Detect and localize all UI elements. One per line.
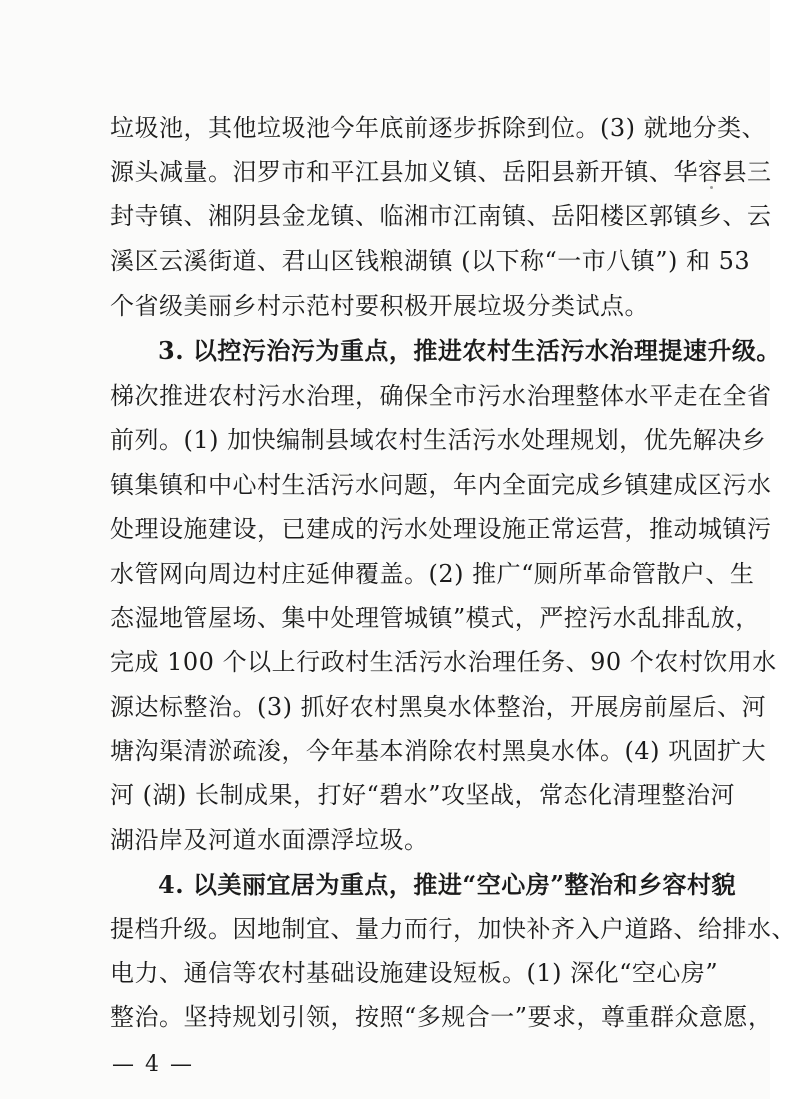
text-line: 溪区云溪街道、君山区钱粮湖镇 (以下称“一市八镇”) 和 53: [110, 247, 751, 275]
text-line: 镇集镇和中心村生活污水问题，年内全面完成乡镇建成区污水: [110, 471, 772, 499]
text-line: 处理设施建设，已建成的污水处理设施正常运营，推动城镇污: [110, 515, 772, 543]
section-heading: 3. 以控污治污为重点，推进农村生活污水治理提速升级。: [158, 336, 781, 365]
text-line: 个省级美丽乡村示范村要积极开展垃圾分类试点。: [110, 292, 649, 320]
page-number: — 4 —: [112, 1052, 194, 1077]
text-line: 前列。(1) 加快编制县域农村生活污水处理规划，优先解决乡: [110, 426, 767, 454]
text-line: 提档升级。因地制宜、量力而行，加快补齐入户道路、给排水、: [110, 915, 796, 943]
section-heading: 4. 以美丽宜居为重点，推进“空心房”整治和乡容村貌: [158, 870, 737, 899]
text-line: 水管网向周边村庄延伸覆盖。(2) 推广“厕所革命管散户、生: [110, 560, 755, 588]
text-line: 梯次推进农村污水治理，确保全市污水治理整体水平走在全省: [110, 382, 772, 410]
text-line: 态湿地管屋场、集中处理管城镇”模式，严控污水乱排乱放，: [110, 604, 760, 632]
text-line: 河 (湖) 长制成果，打好“碧水”攻坚战，常态化清理整治河: [110, 781, 736, 809]
text-line: 封寺镇、湘阴县金龙镇、临湘市江南镇、岳阳楼区郭镇乡、云: [110, 202, 772, 230]
text-line: 源达标整治。(3) 抓好农村黑臭水体整治，开展房前屋后、河: [110, 693, 767, 721]
text-line: 湖沿岸及河道水面漂浮垃圾。: [110, 826, 429, 854]
text-line: 塘沟渠清淤疏浚，今年基本消除农村黑臭水体。(4) 巩固扩大: [110, 737, 767, 765]
text-line: 完成 100 个以上行政村生活污水治理任务、90 个农村饮用水: [110, 648, 777, 676]
text-line: 源头减量。汨罗市和平江县加义镇、岳阳县新开镇、华容县三: [110, 158, 772, 186]
scan-speck: [710, 186, 713, 189]
text-line: 整治。坚持规划引领，按照“多规合一”要求，尊重群众意愿，: [110, 1003, 773, 1031]
text-line: 垃圾池，其他垃圾池今年底前逐步拆除到位。(3) 就地分类、: [110, 114, 767, 142]
text-line: 电力、通信等农村基础设施建设短板。(1) 深化“空心房”: [110, 959, 719, 987]
